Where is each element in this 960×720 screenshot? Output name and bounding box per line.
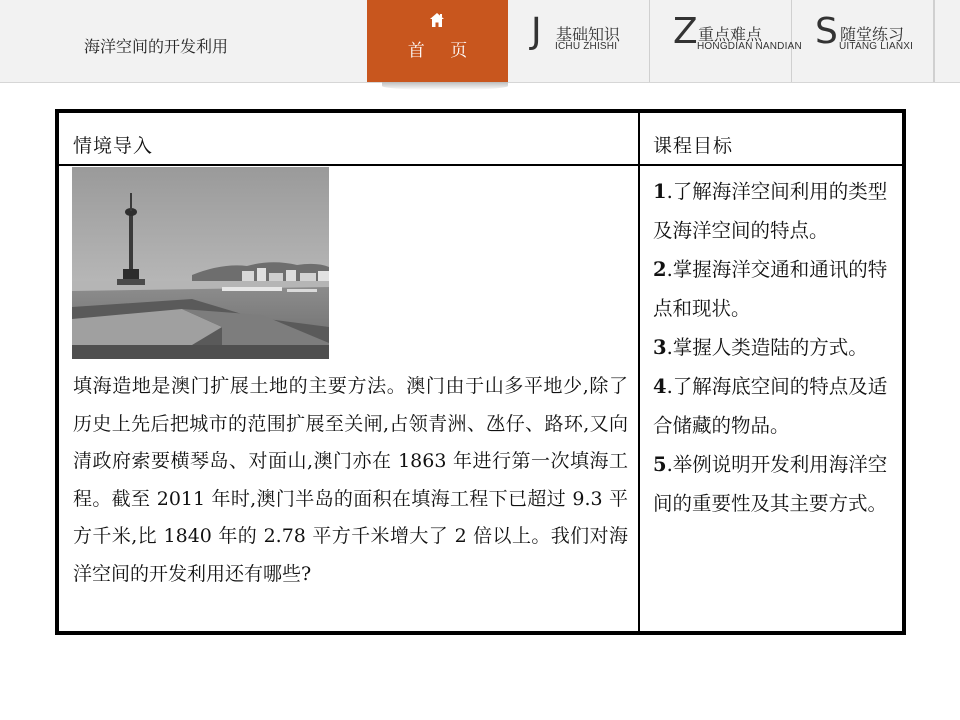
goal-text: .掌握海洋交通和通讯的特点和现状。	[653, 258, 888, 320]
lesson-table	[55, 109, 906, 635]
home-tab-shadow	[382, 82, 508, 90]
goal-item	[653, 172, 898, 250]
tab-letter: J	[531, 11, 542, 52]
tab-title: 随堂练习	[840, 25, 905, 44]
home-button[interactable]	[367, 0, 508, 82]
goal-item	[653, 445, 898, 523]
goal-number: 4	[653, 375, 667, 398]
tab-pinyin: ICHU ZHISHI	[555, 41, 618, 52]
macau-tower-photo	[72, 167, 329, 359]
goal-item	[653, 328, 898, 367]
goal-number: 3	[653, 336, 667, 359]
goal-text: .了解海洋空间利用的类型及海洋空间的特点。	[653, 180, 888, 242]
intro-heading: 情境导入	[73, 135, 154, 157]
course-goals-list	[653, 172, 898, 523]
goal-number: 5	[653, 453, 667, 476]
top-nav-bar	[0, 0, 960, 83]
goals-heading: 课程目标	[653, 135, 734, 157]
home-icon	[429, 12, 445, 28]
nav-divider	[934, 0, 935, 82]
course-title: 海洋空间的开发利用	[84, 37, 229, 56]
tab-title: 重点难点	[698, 25, 763, 44]
home-label: 首 页	[407, 41, 478, 61]
tab-letter: Z	[673, 11, 698, 52]
tab-letter: S	[815, 11, 838, 52]
tab-jichu-zhishi[interactable]	[509, 0, 650, 82]
goal-item	[653, 367, 898, 445]
tab-zhongdian-nandian[interactable]	[651, 0, 802, 82]
tab-pinyin: HONGDIAN NANDIAN	[697, 41, 802, 52]
goal-item	[653, 250, 898, 328]
intro-paragraph: 填海造地是澳门扩展土地的主要方法。澳门由于山多平地少,除了历史上先后把城市的范围扩展至关闸,占领青洲、氹仔、路环,又向清政府索要横琴岛、对面山,澳门亦在 1863 年进行第一次填海工程。截至 2011 年时,澳门半岛的面积在填海工程下已超过 9.3 平方千米,比 1840 年的 2.78 平方千米增大了 2 倍以上。我们对海洋空间的开发利用还有哪些?	[73, 375, 628, 585]
column-divider	[638, 113, 640, 631]
tab-suitang-lianxi[interactable]	[793, 0, 934, 82]
header-row-divider	[59, 164, 902, 166]
goal-number: 2	[653, 258, 667, 281]
goal-text: .举例说明开发利用海洋空间的重要性及其主要方式。	[653, 453, 888, 515]
tab-title: 基础知识	[556, 25, 621, 44]
goal-text: .掌握人类造陆的方式。	[666, 336, 868, 359]
tab-pinyin: UITANG LIANXI	[839, 41, 914, 52]
goal-number: 1	[653, 180, 667, 203]
goal-text: .了解海底空间的特点及适合储藏的物品。	[653, 375, 888, 437]
